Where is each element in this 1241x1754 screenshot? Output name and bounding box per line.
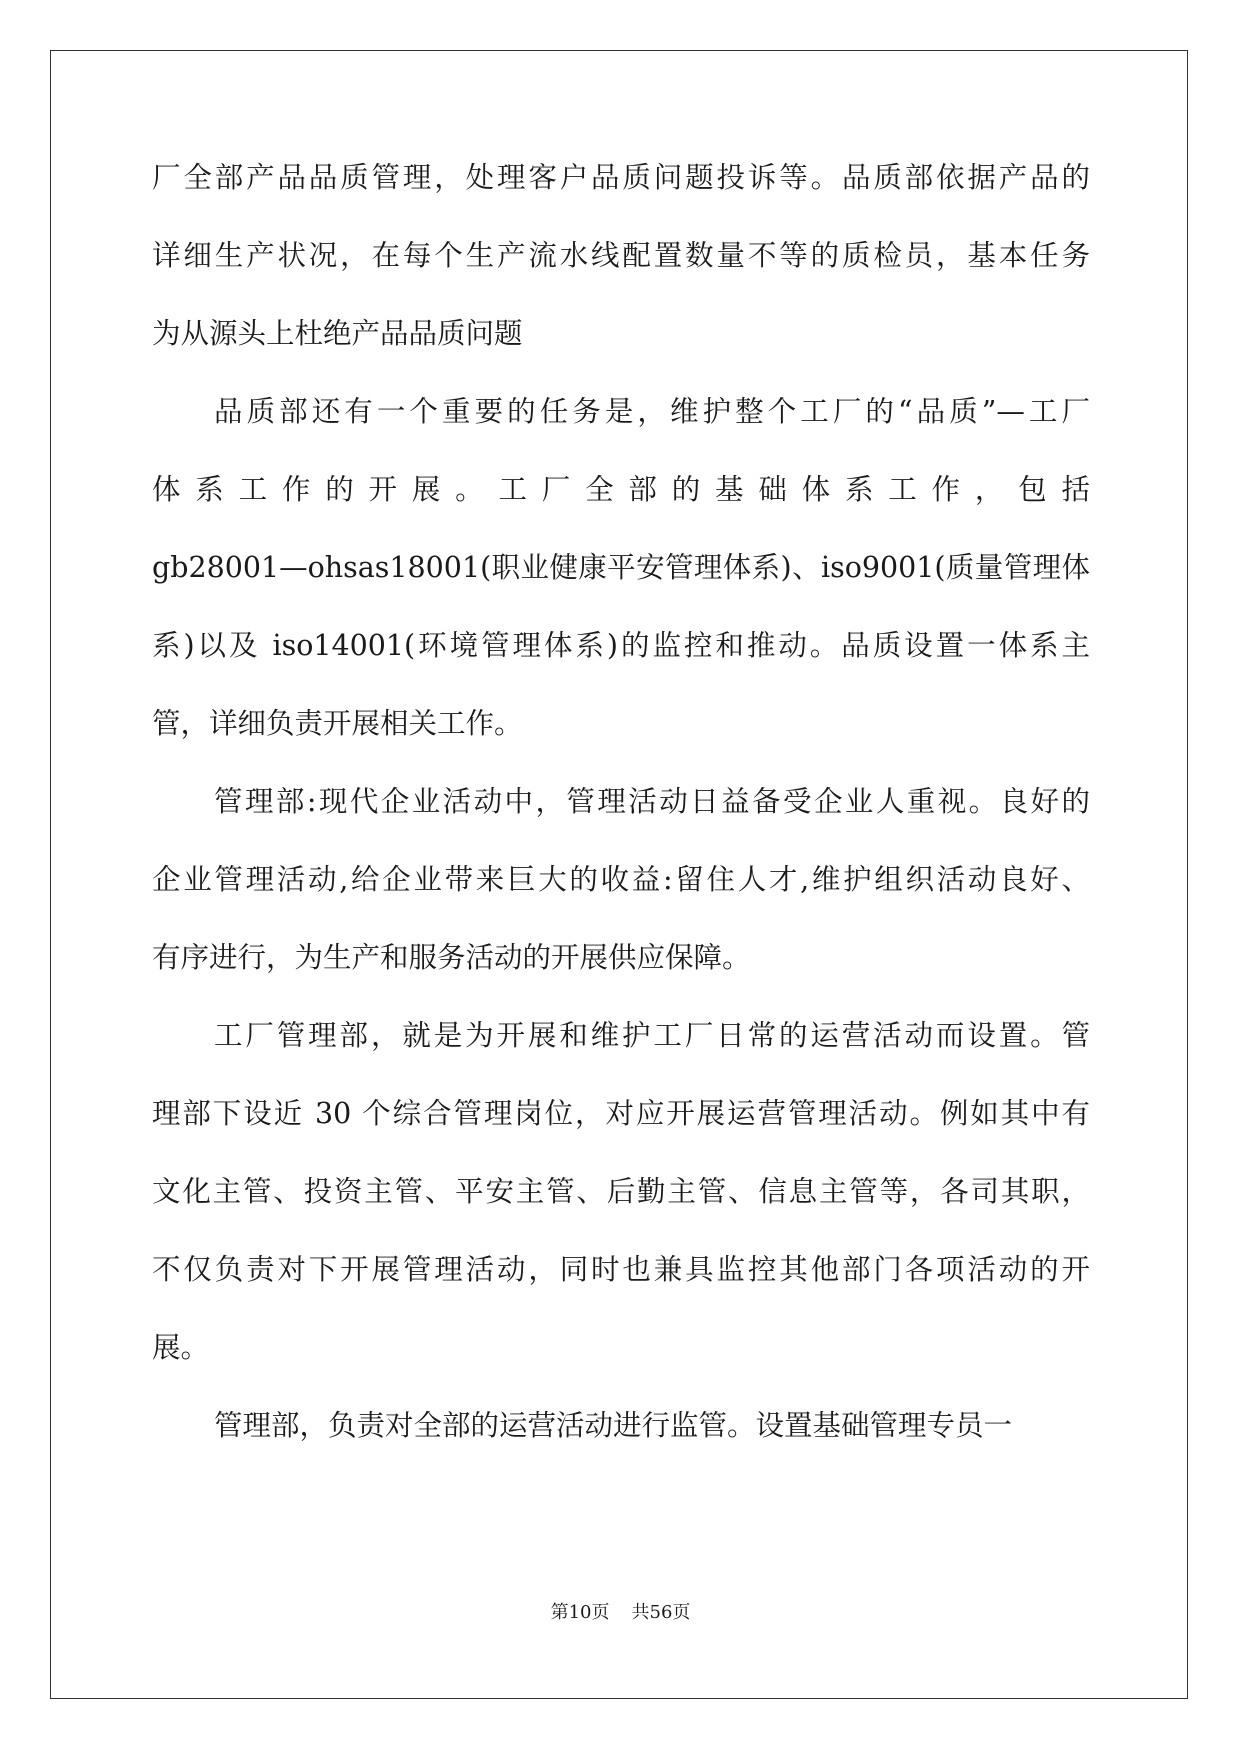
text-line: 企业管理活动,给企业带来巨大的收益:留住人才,维护组织活动良好、 [152,863,1090,896]
page-total: 共56页 [631,1602,691,1623]
text-line: 不仅负责对下开展管理活动，同时也兼具监控其他部门各项活动的开 [152,1253,1090,1286]
document-body [152,158,1090,1484]
text-line: 厂全部产品品质管理，处理客户品质问题投诉等。品质部依据产品的 [152,161,1090,194]
text-line: 系)以及 iso14001(环境管理体系)的监控和推动。品质设置一体系主 [152,629,1090,662]
text-line: 详细生产状况，在每个生产流水线配置数量不等的质检员，基本任务 [152,239,1090,272]
text-line: 管理部，负责对全部的运营活动进行监管。设置基础管理专员一 [214,1409,1013,1442]
text-line: 有序进行，为生产和服务活动的开展供应保障。 [152,941,751,974]
text-line: 为从源头上杜绝产品品质问题 [152,317,523,350]
text-line: 体系工作的开展。工厂全部的基础体系工作，包括 [152,473,1090,506]
text-line: 工厂管理部，就是为开展和维护工厂日常的运营活动而设置。管 [214,1019,1090,1052]
text-line: 理部下设近 30 个综合管理岗位，对应开展运营管理活动。例如其中有 [152,1097,1090,1130]
text-line: 文化主管、投资主管、平安主管、后勤主管、信息主管等，各司其职， [152,1175,1090,1208]
text-line: gb28001—ohsas18001(职业健康平安管理体系)、iso9001(质量管理体 [152,551,1090,584]
text-line: 展。 [152,1331,210,1364]
text-line: 管，详细负责开展相关工作。 [152,707,523,740]
page-number: 第10页 [550,1602,610,1623]
text-line: 品质部还有一个重要的任务是，维护整个工厂的“品质”—工厂 [214,395,1090,428]
page-footer [0,1598,1241,1624]
text-line: 管理部:现代企业活动中，管理活动日益备受企业人重视。良好的 [214,785,1090,818]
